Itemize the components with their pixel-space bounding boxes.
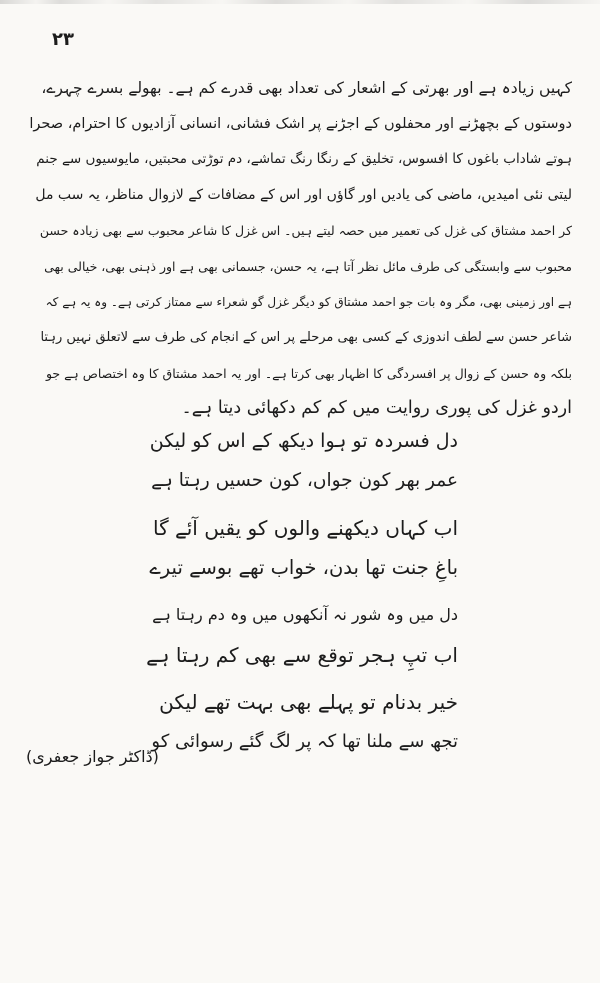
prose-line: بلکہ وہ حسن کے زوال پر افسردگی کا اظہار بھی کرتا ہے۔ اور یہ احمد مشتاق کا وہ اختصاص ہے جو	[45, 365, 572, 381]
verse-line: باغِ جنت تھا بدن، خواب تھے بوسے تیرے	[149, 556, 458, 579]
couplet	[144, 682, 458, 762]
verse-line: دل فسردہ تو ہوا دیکھ کے اس کو لیکن	[149, 430, 458, 452]
couplet	[144, 421, 458, 501]
prose-line: شاعر حسن سے لطف اندوزی کے کسی بھی مرحلے پر اس کے انجام کی طرف سے لاتعلق نہیں رہتا	[40, 330, 572, 346]
prose-line: کر احمد مشتاق کی غزل کی تعمیر میں حصہ لیتے ہیں۔ اس غزل کا شاعر محبوب سے بھی زیادہ حسن	[39, 223, 572, 239]
verse-line: دل میں وہ شور نہ آنکھوں میں وہ دم رہتا ہے	[152, 605, 458, 624]
prose-line: ہوتے شاداب باغوں کا افسوس، تخلیق کے رنگا رنگ تماشے، دم توڑتی محبتیں، مایوسیوں سے جنم	[36, 151, 572, 168]
verse-line: اب کہاں دیکھنے والوں کو یقیں آئے گا	[153, 516, 458, 540]
verse-line: عمر بھر کون جواں، کون حسیں رہتا ہے	[151, 470, 458, 491]
prose-paragraph	[28, 71, 572, 427]
couplet	[144, 508, 458, 588]
prose-line: دوستوں کے بچھڑنے اور محفلوں کے اجڑنے پر اشک فشانی، انسانی آزادیوں کا احترام، صحرا	[29, 115, 572, 132]
page-number: ۲۳	[52, 29, 74, 50]
prose-line: ہے اور زمینی بھی، مگر وہ بات جو احمد مشتاق کو دیگر غزل گو شعراء سے ممتاز کرتی ہے۔ وہ یہ ہے کہ	[45, 294, 572, 309]
poet-attribution: (ڈاکٹر جواز جعفری)	[26, 747, 159, 766]
scan-edge-artifact	[0, 0, 600, 4]
couplet	[144, 595, 458, 675]
verse-line: تجھ سے ملنا تھا کہ پر لگ گئے رسوائی کو	[151, 731, 458, 752]
prose-line: محبوب سے وابستگی کی طرف مائل نظر آتا ہے، یہ حسن، جسمانی بھی ہے اور ذہنی بھی، خیالی بھی	[44, 258, 572, 274]
prose-line: لیتی نئی امیدیں، ماضی کی یادیں اور گاؤں اور اس کے مضافات کے لازوال مناظر، یہ سب مل	[35, 186, 572, 203]
verse-line: اب تپِ ہجر توقع سے بھی کم رہتا ہے	[146, 643, 458, 667]
prose-line: کہیں زیادہ ہے اور بھرتی کے اشعار کی تعداد بھی قدرے کم ہے۔ بھولے بسرے چہرے،	[41, 79, 572, 97]
ghazal-excerpt	[144, 421, 458, 769]
verse-line: خیر بدنام تو پہلے بھی بہت تھے لیکن	[159, 690, 458, 714]
prose-line-last: اردو غزل کی پوری روایت میں کم کم دکھائی دیتا ہے۔	[181, 398, 572, 419]
